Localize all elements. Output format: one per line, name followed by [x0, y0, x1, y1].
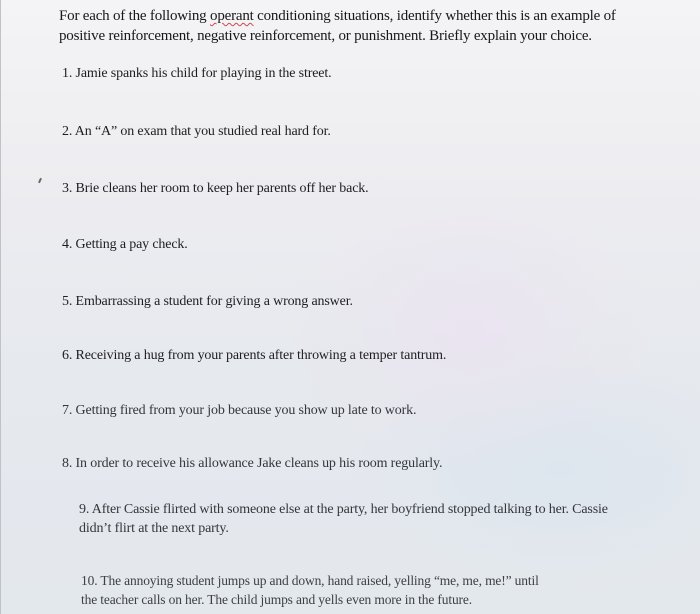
question-2: 2. An “A” on exam that you studied real hard for.: [62, 124, 331, 139]
question-4: 4. Getting a pay check.: [62, 237, 188, 252]
stray-pen-mark: [38, 178, 42, 183]
question-3: 3. Brie cleans her room to keep her parents off her back.: [62, 181, 369, 196]
instructions-paragraph: [59, 6, 659, 46]
instructions-text-end: conditioning situations, identify whether this is an example of positive reinforcement, negative reinforcement, or punishment. Briefly explain your choice.: [59, 8, 616, 44]
question-10: 10. The annoying student jumps up and down, hand raised, yelling “me, me, me!” until the teacher calls on her. The child jumps and yells even more in the future.: [81, 573, 539, 607]
question-1: 1. Jamie spanks his child for playing in the street.: [62, 66, 332, 81]
spellcheck-word: operant: [210, 8, 254, 24]
question-7: 7. Getting fired from your job because you show up late to work.: [62, 403, 417, 418]
question-5: 5. Embarrassing a student for giving a wrong answer.: [62, 294, 353, 309]
question-8: 8. In order to receive his allowance Jake cleans up his room regularly.: [62, 456, 443, 471]
instructions-text-start: For each of the following: [59, 8, 211, 24]
question-9: 9. After Cassie flirted with someone else at the party, her boyfriend stopped talking to her. Cassie didn’t flirt at the next party.: [79, 502, 608, 536]
question-6: 6. Receiving a hug from your parents after throwing a temper tantrum.: [62, 348, 447, 363]
